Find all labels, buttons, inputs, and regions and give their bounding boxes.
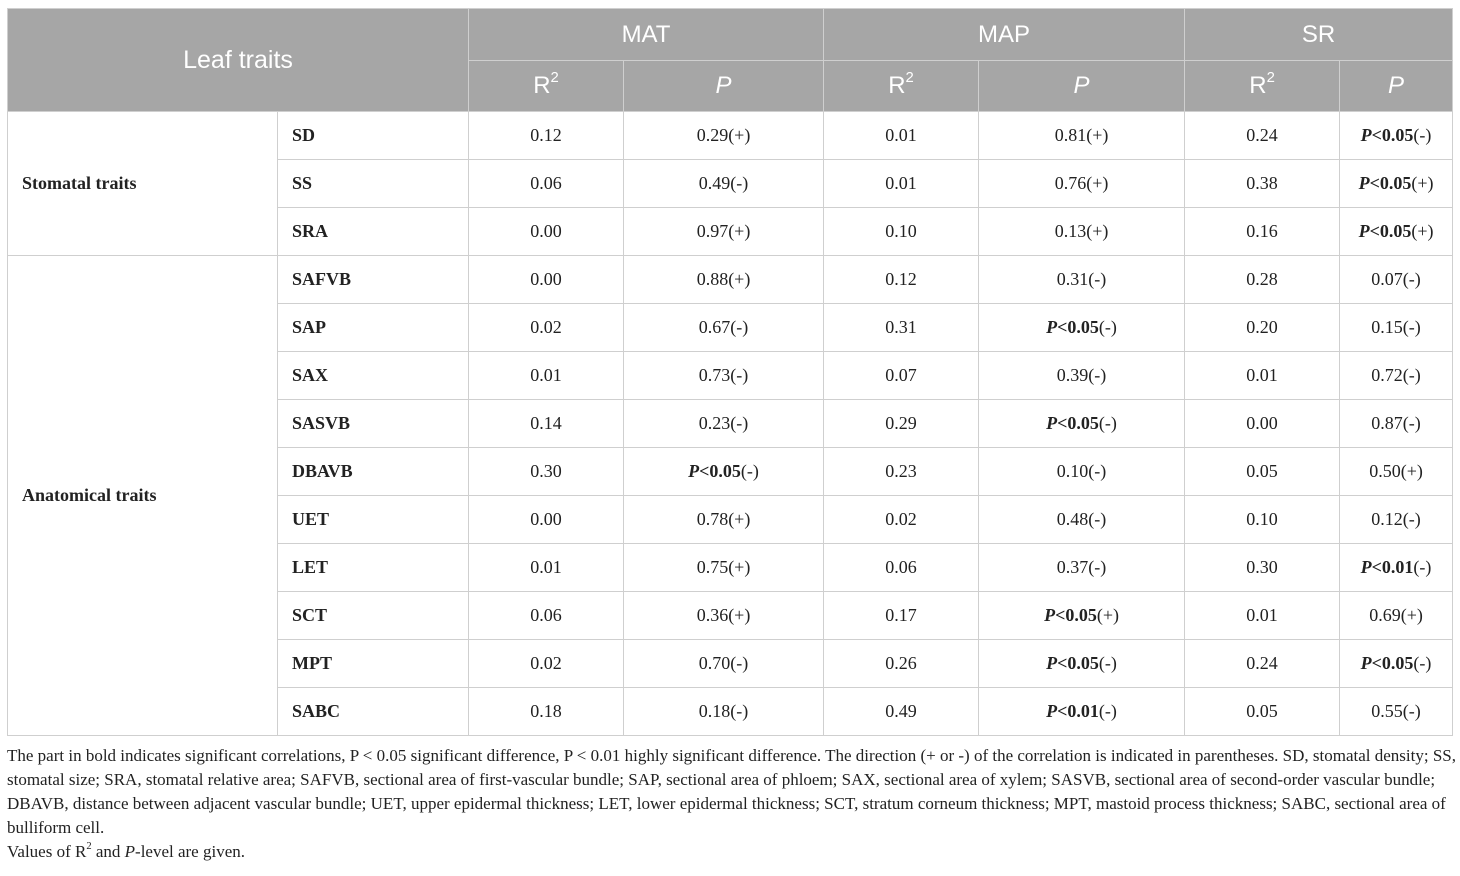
trait-name: SAP [278,304,469,352]
p-value: 0.15(-) [1340,304,1453,352]
p-value: 0.23(-) [624,400,824,448]
group-header-map: MAP [824,9,1185,61]
p-value: 0.78(+) [624,496,824,544]
trait-name: SAFVB [278,256,469,304]
r2-value: 0.02 [469,304,624,352]
r2-value: 0.06 [469,592,624,640]
p-value: 0.81(+) [979,112,1185,160]
correlation-table [7,8,1453,736]
r2-value: 0.01 [824,160,979,208]
trait-name: SASVB [278,400,469,448]
table-body [8,112,1453,736]
r2-value: 0.17 [824,592,979,640]
r2-value: 0.38 [1185,160,1340,208]
p-value: 0.67(-) [624,304,824,352]
p-value: 0.10(-) [979,448,1185,496]
table-footnote [7,744,1457,864]
trait-group-label: Stomatal traits [8,112,278,256]
r2-header: $R^2$ [824,61,979,112]
p-value: 0.39(-) [979,352,1185,400]
p-value: 0.37(-) [979,544,1185,592]
r2-value: 0.06 [824,544,979,592]
p-header: P [979,61,1185,112]
r2-value: 0.05 [1185,448,1340,496]
footnote-values-note: Values of $R^2$ and P-level are given. [7,841,245,861]
p-value: 0.87(-) [1340,400,1453,448]
r2-value: 0.24 [1185,112,1340,160]
p-value: 0.48(-) [979,496,1185,544]
p-value: P<0.05(-) [979,304,1185,352]
p-header: P [624,61,824,112]
trait-name: MPT [278,640,469,688]
p-value: 0.12(-) [1340,496,1453,544]
trait-name: SD [278,112,469,160]
p-value: 0.50(+) [1340,448,1453,496]
p-value: P<0.05(+) [1340,160,1453,208]
r2-value: 0.01 [1185,352,1340,400]
r2-value: 0.01 [469,352,624,400]
r2-value: 0.49 [824,688,979,736]
r2-value: 0.00 [469,208,624,256]
r2-value: 0.28 [1185,256,1340,304]
r2-value: 0.01 [824,112,979,160]
r2-value: 0.00 [469,256,624,304]
r2-header: $R^2$ [1185,61,1340,112]
r2-value: 0.20 [1185,304,1340,352]
r2-value: 0.29 [824,400,979,448]
r2-value: 0.10 [1185,496,1340,544]
p-value: 0.69(+) [1340,592,1453,640]
p-value: P<0.05(-) [1340,640,1453,688]
p-value: 0.97(+) [624,208,824,256]
r2-value: 0.06 [469,160,624,208]
p-header: P [1340,61,1453,112]
r2-value: 0.30 [1185,544,1340,592]
r2-value: 0.01 [1185,592,1340,640]
group-header-mat: MAT [469,9,824,61]
p-value: 0.88(+) [624,256,824,304]
p-value: 0.70(-) [624,640,824,688]
leaf-traits-header: Leaf traits [8,9,469,112]
trait-name: SRA [278,208,469,256]
r2-value: 0.02 [469,640,624,688]
r2-value: 0.18 [469,688,624,736]
r2-value: 0.12 [469,112,624,160]
r2-value: 0.01 [469,544,624,592]
p-value: 0.13(+) [979,208,1185,256]
table-row [8,256,1453,304]
p-value: 0.72(-) [1340,352,1453,400]
p-value: 0.18(-) [624,688,824,736]
p-value: 0.73(-) [624,352,824,400]
p-value: 0.49(-) [624,160,824,208]
p-value: 0.76(+) [979,160,1185,208]
trait-name: SAX [278,352,469,400]
r2-value: 0.26 [824,640,979,688]
r2-value: 0.14 [469,400,624,448]
p-value: P<0.05(-) [979,640,1185,688]
r2-value: 0.12 [824,256,979,304]
p-value: P<0.01(-) [1340,544,1453,592]
r2-value: 0.16 [1185,208,1340,256]
p-value: 0.36(+) [624,592,824,640]
p-value: 0.55(-) [1340,688,1453,736]
p-value: P<0.05(-) [979,400,1185,448]
r2-value: 0.31 [824,304,979,352]
table-row [8,112,1453,160]
trait-group-label: Anatomical traits [8,256,278,736]
p-value: P<0.05(+) [979,592,1185,640]
r2-header: $R^2$ [469,61,624,112]
r2-value: 0.10 [824,208,979,256]
trait-name: DBAVB [278,448,469,496]
r2-value: 0.00 [469,496,624,544]
p-value: P<0.05(-) [624,448,824,496]
trait-name: SCT [278,592,469,640]
trait-name: SABC [278,688,469,736]
r2-value: 0.00 [1185,400,1340,448]
trait-name: LET [278,544,469,592]
r2-value: 0.23 [824,448,979,496]
table-header [8,9,1453,112]
p-value: P<0.01(-) [979,688,1185,736]
r2-value: 0.24 [1185,640,1340,688]
p-value: 0.31(-) [979,256,1185,304]
p-value: 0.75(+) [624,544,824,592]
r2-value: 0.30 [469,448,624,496]
p-value: P<0.05(+) [1340,208,1453,256]
trait-name: UET [278,496,469,544]
r2-value: 0.02 [824,496,979,544]
r2-value: 0.07 [824,352,979,400]
trait-name: SS [278,160,469,208]
p-value: P<0.05(-) [1340,112,1453,160]
p-value: 0.07(-) [1340,256,1453,304]
r2-value: 0.05 [1185,688,1340,736]
p-value: 0.29(+) [624,112,824,160]
group-header-sr: SR [1185,9,1453,61]
footnote-abbreviations: The part in bold indicates significant correlations, P < 0.05 significant difference, P < 0.01 highly significant difference. The direction (+ or -) of the correlation is indicated in parentheses. SD, stomatal density; SS, stomatal size; SRA, stomatal relative area; SAFVB, sectional area of first-vascular bundle; SAP, sectional area of phloem; SAX, sectional area of xylem; SASVB, sectional area of second-order vascular bundle; DBAVB, distance between adjacent vascular bundle; UET, upper epidermal thickness; LET, lower epidermal thickness; SCT, stratum corneum thickness; MPT, mastoid process thickness; SABC, sectional area of bulliform cell. [7,746,1457,837]
